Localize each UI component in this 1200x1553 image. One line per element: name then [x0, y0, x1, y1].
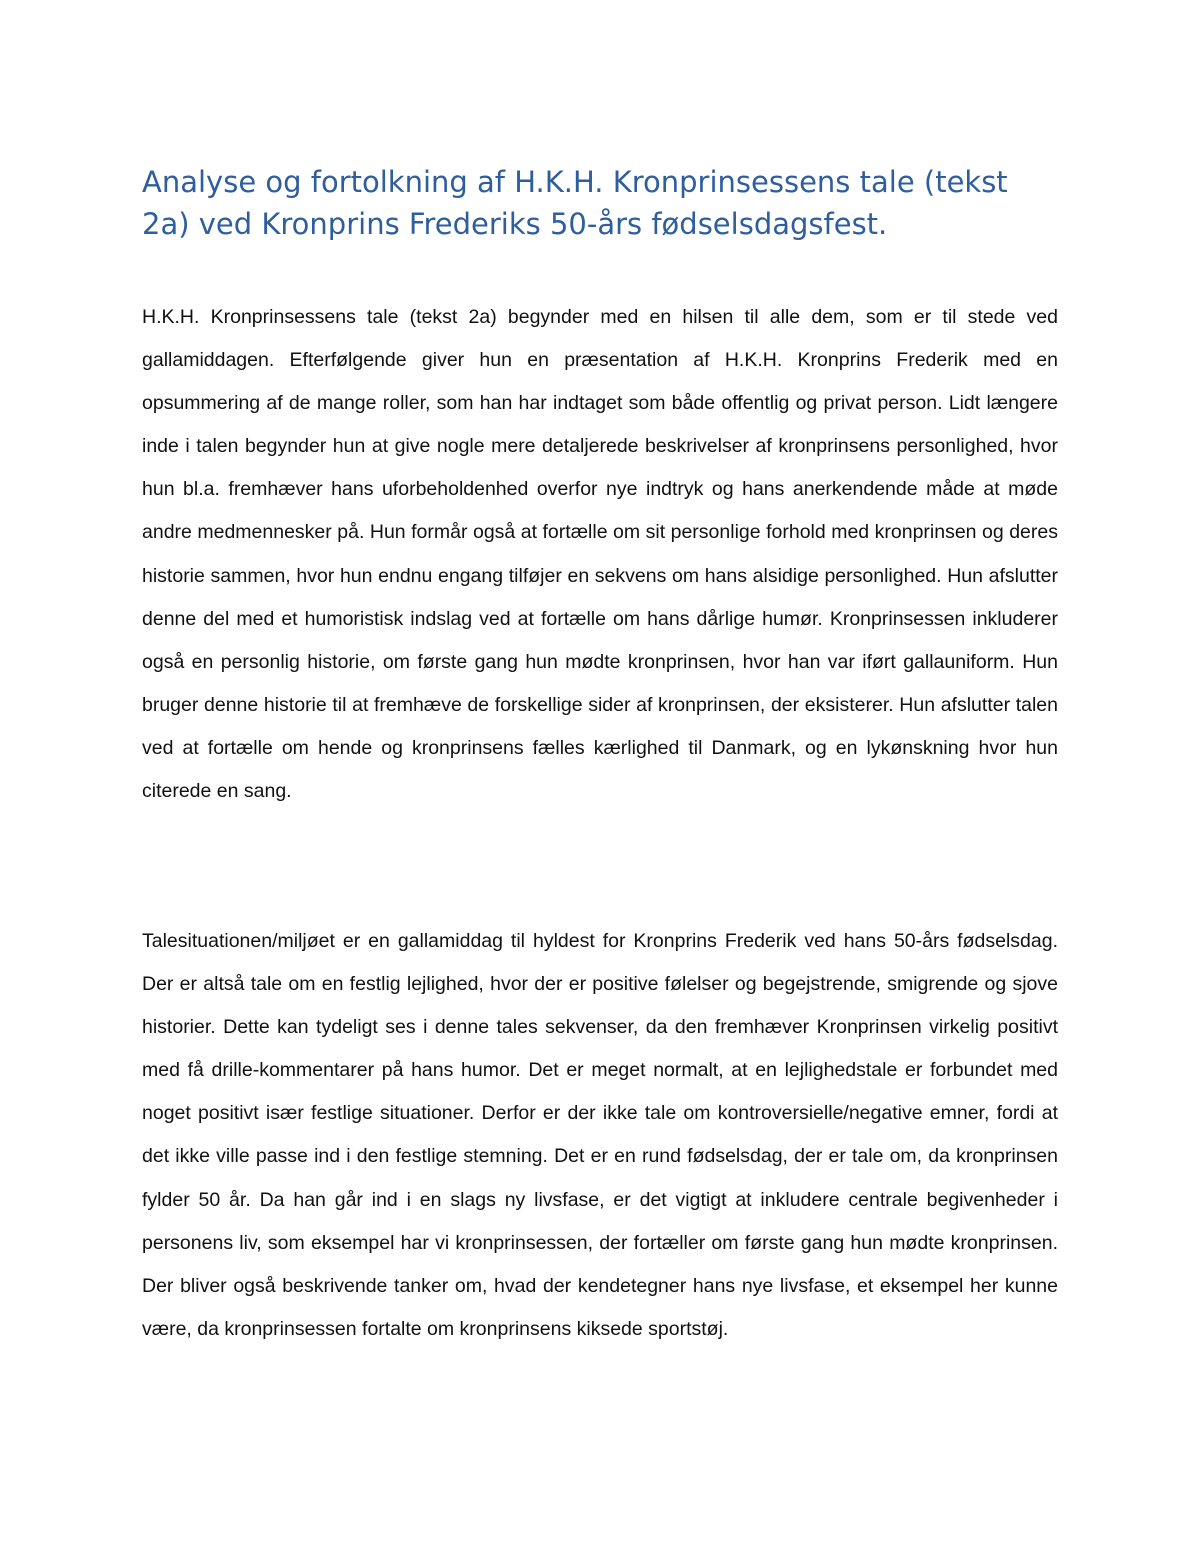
paragraph-speech-situation: Talesituationen/miljøet er en gallamiddag til hyldest for Kronprins Frederik ved hans 50-års fødselsdag. Der er altså tale om en festlig lejlighed, hvor der er positive følelser og begejstrende, smigrende og sjove historier. Dette kan tydeligt ses i denne tales sekvenser, da den fremhæver Kronprinsen virkelig positivt med få drille-kommentarer på hans humor. Det er meget normalt, at en lejlighedstale er forbundet med noget positivt især festlige situationer. Derfor er der ikke tale om kontroversielle/negative emner, fordi at det ikke ville passe ind i den festlige stemning. Det er en rund fødselsdag, der er tale om, da kronprinsen fylder 50 år. Da han går ind i en slags ny livsfase, er det vigtigt at inkludere centrale begivenheder i personens liv, som eksempel har vi kronprinsessen, der fortæller om første gang hun mødte kronprinsen. Der bliver også beskrivende tanker om, hvad der kendetegner hans nye livsfase, et eksempel her kunne være, da kronprinsessen fortalte om kronprinsens kiksede sportstøj. [142, 930, 1058, 1340]
paragraph-speech-summary: H.K.H. Kronprinsessens tale (tekst 2a) begynder med en hilsen til alle dem, som er til stede ved gallamiddagen. Efterfølgende giver hun en præsentation af H.K.H. Kronprins Frederik med en opsummering af de mange roller, som han har indtaget som både offentlig og privat person. Lidt længere inde i talen begynder hun at give nogle mere detaljerede beskrivelser af kronprinsens personlighed, hvor hun bl.a. fremhæver hans uforbeholdenhed overfor nye indtryk og hans anerkendende måde at møde andre medmennesker på. Hun formår også at fortælle om sit personlige forhold med kronprinsen og deres historie sammen, hvor hun endnu engang tilføjer en sekvens om hans alsidige personlighed. Hun afslutter denne del med et humoristisk indslag ved at fortælle om hans dårlige humør. Kronprinsessen inkluderer også en personlig historie, om første gang hun mødte kronprinsen, hvor han var iført gallauniform. Hun bruger denne historie til at fremhæve de forskellige sider af kronprinsen, der eksisterer. Hun afslutter talen ved at fortælle om hende og kronprinsens fælles kærlighed til Danmark, og en lykønskning hvor hun citerede en sang. [142, 306, 1058, 803]
document-title: Analyse og fortolkning af H.K.H. Kronprinsessens tale (tekst 2a) ved Kronprins Frederiks 50-års fødselsdagsfest. [142, 165, 1008, 241]
